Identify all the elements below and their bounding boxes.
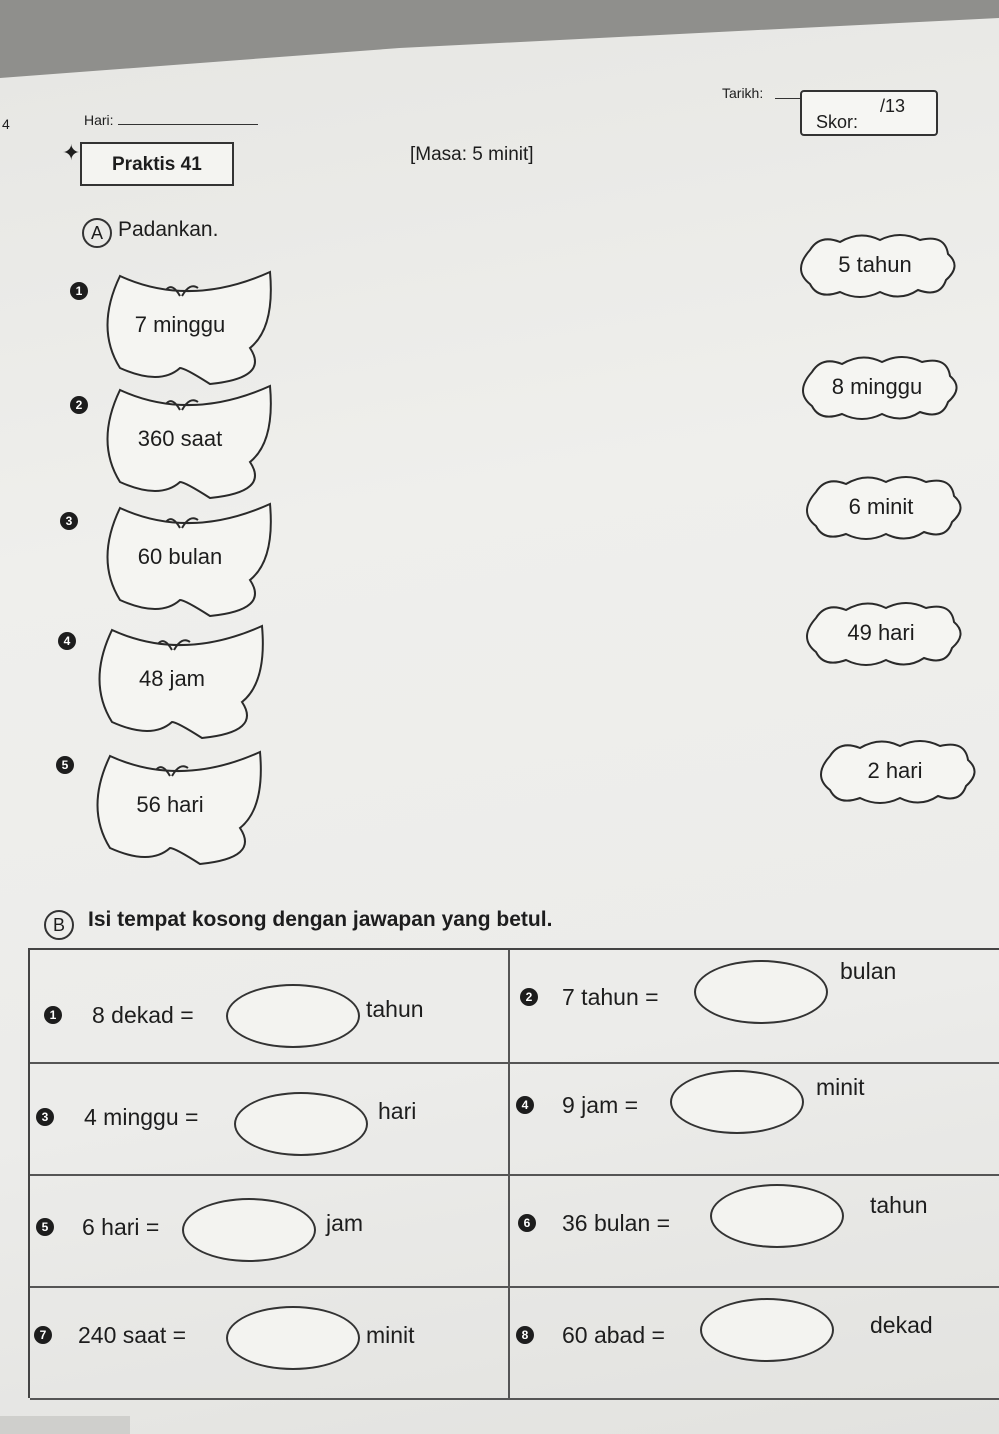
section-a-title: Padankan. xyxy=(118,218,219,241)
section-b-letter: B xyxy=(44,910,74,940)
question-number: 2 xyxy=(520,988,538,1006)
question-number: 3 xyxy=(36,1108,54,1126)
cloud-card[interactable] xyxy=(796,472,966,544)
cloud-text: 49 hari xyxy=(847,620,915,645)
question-number: 7 xyxy=(34,1326,52,1344)
answer-blank[interactable] xyxy=(226,1306,360,1370)
praktis-title: Praktis 41 xyxy=(112,154,202,175)
answer-blank[interactable] xyxy=(670,1070,804,1134)
page-number: 4 xyxy=(2,116,10,132)
question-number: 8 xyxy=(516,1326,534,1344)
butterfly-text: 56 hari xyxy=(136,792,204,817)
butterfly-text: 7 minggu xyxy=(134,312,226,337)
butterfly-text: 48 jam xyxy=(138,666,206,691)
butterfly-number: 4 xyxy=(58,632,76,650)
cloud-card[interactable] xyxy=(810,736,980,808)
sparkle-icon: ✦ xyxy=(62,140,81,165)
butterfly-number: 2 xyxy=(70,396,88,414)
table-row xyxy=(30,1062,999,1176)
question-cell xyxy=(30,950,500,1062)
answer-blank[interactable] xyxy=(710,1184,844,1248)
question-unit: minit xyxy=(816,1074,865,1100)
tarikh-label: Tarikh: xyxy=(722,85,764,101)
butterfly-card[interactable] xyxy=(100,382,280,502)
question-number: 6 xyxy=(518,1214,536,1232)
answer-blank[interactable] xyxy=(182,1198,316,1262)
question-cell xyxy=(30,1062,500,1174)
praktis-title-box xyxy=(80,142,234,186)
question-unit: tahun xyxy=(870,1192,928,1218)
time-limit: [Masa: 5 minit] xyxy=(410,144,534,165)
question-text: 60 abad = xyxy=(562,1322,665,1348)
skor-value: /13 xyxy=(880,96,906,116)
question-text: 7 tahun = xyxy=(562,984,659,1010)
question-number: 1 xyxy=(44,1006,62,1024)
cloud-text: 8 minggu xyxy=(831,374,923,399)
answer-blank[interactable] xyxy=(234,1092,368,1156)
cloud-text: 6 minit xyxy=(848,494,914,519)
question-text: 240 saat = xyxy=(78,1322,187,1348)
question-text: 8 dekad = xyxy=(92,1002,194,1028)
cloud-card[interactable] xyxy=(792,352,962,424)
footer-strip xyxy=(0,1416,130,1434)
question-unit: minit xyxy=(366,1322,415,1348)
hari-label: Hari: xyxy=(84,112,114,128)
section-a-letter: A xyxy=(82,218,112,248)
table-row xyxy=(30,1286,999,1400)
question-unit: tahun xyxy=(366,996,424,1022)
butterfly-number: 1 xyxy=(70,282,88,300)
question-unit: jam xyxy=(326,1210,364,1236)
butterfly-text: 360 saat xyxy=(137,426,223,451)
question-cell xyxy=(30,1174,500,1286)
cloud-card[interactable] xyxy=(796,598,966,670)
butterfly-card[interactable] xyxy=(90,748,270,868)
answer-blank[interactable] xyxy=(226,984,360,1048)
answer-blank[interactable] xyxy=(694,960,828,1024)
butterfly-card[interactable] xyxy=(100,268,280,388)
question-unit: hari xyxy=(378,1098,417,1124)
butterfly-text: 60 bulan xyxy=(137,544,223,569)
hari-answer-line[interactable] xyxy=(118,124,258,125)
section-b-title: Isi tempat kosong dengan jawapan yang betul. xyxy=(88,908,553,931)
butterfly-card[interactable] xyxy=(100,500,280,620)
question-cell xyxy=(510,1174,980,1286)
cloud-text: 5 tahun xyxy=(838,252,912,277)
question-unit: dekad xyxy=(870,1312,933,1338)
table-row xyxy=(30,950,999,1064)
cloud-text: 2 hari xyxy=(867,758,923,783)
cloud-card[interactable] xyxy=(790,230,960,302)
score-box xyxy=(800,90,938,136)
skor-label: Skor: xyxy=(816,112,859,132)
question-cell xyxy=(510,1062,980,1174)
question-unit: bulan xyxy=(840,958,897,984)
question-number: 4 xyxy=(516,1096,534,1114)
question-text: 6 hari = xyxy=(82,1214,160,1240)
question-cell xyxy=(30,1286,500,1398)
answer-table xyxy=(28,948,999,1398)
question-cell xyxy=(510,1286,980,1398)
answer-blank[interactable] xyxy=(700,1298,834,1362)
butterfly-number: 5 xyxy=(56,756,74,774)
butterfly-number: 3 xyxy=(60,512,78,530)
table-row xyxy=(30,1174,999,1288)
question-text: 4 minggu = xyxy=(84,1104,199,1130)
question-number: 5 xyxy=(36,1218,54,1236)
question-cell xyxy=(510,950,980,1062)
butterfly-card[interactable] xyxy=(92,622,272,742)
question-text: 36 bulan = xyxy=(562,1210,671,1236)
question-text: 9 jam = xyxy=(562,1092,639,1118)
